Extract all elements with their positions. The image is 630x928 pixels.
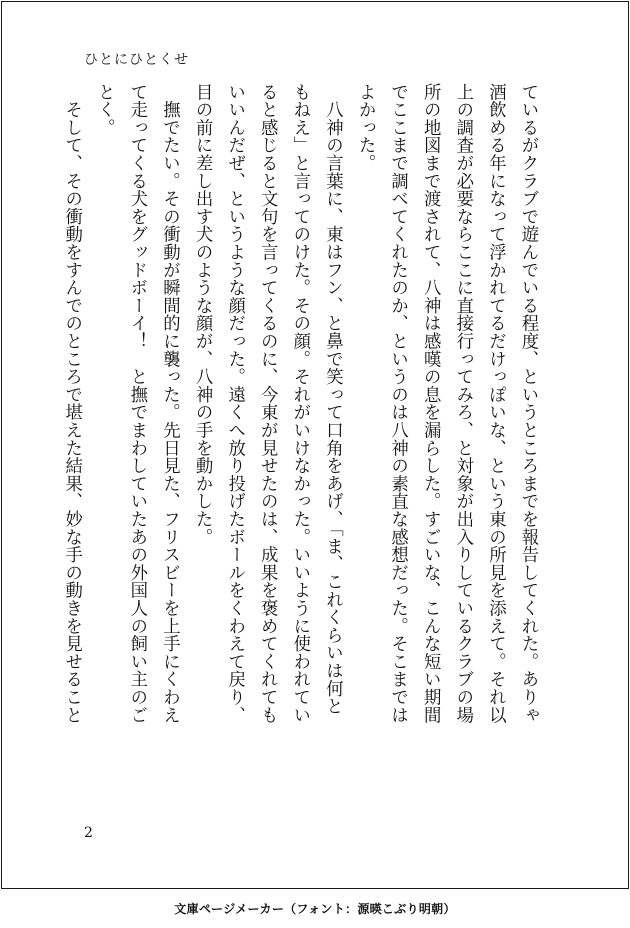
- paragraph-4: そして、その衝動をすんでのところで堪えた結果、妙な手の動きを見せること: [61, 83, 82, 724]
- vertical-body-text: [55, 83, 544, 803]
- page-number: 2: [84, 825, 93, 841]
- book-page: [1, 1, 629, 889]
- footer-credit: 文庫ページメーカー（フォント：源暎こぶり明朝）: [174, 902, 456, 916]
- running-header-title: ひとにひとくせ: [84, 52, 189, 68]
- paragraph-3: 撫でたい。その衝動が瞬間的に襲った。先日見た、フリスビーを上手にくわえ て走ってくる犬をグッドボーイ！ と撫でまわしていたあの外国人の飼い主のご とく。: [94, 83, 180, 724]
- paragraph-2: 八神の言葉に、東はフン、と鼻で笑って口角をあげ、「ま、これくらいは何と もねえ」と言ってのけた。その顔。それがいけなかった。いいように使われてい ると感じると文句を言ってくるのに、今東が見せたのは、成果を褒めてくれても いいんだぜ、というような顔だった。遠くへ放り投げたボールをくわえて戻り、 目の前に差し出す犬のような顔が、八神の手を動かした。: [192, 83, 343, 724]
- paragraph-1: ているがクラブで遊んでいる程度、というところまでを報告してくれた。ありゃ 酒飲める年になって浮かれてるだけっぽいな、という東の所見を添えて。それ以 上の調査が必要ならここに直接行ってみろ、と対象が出入りしているクラブの場 所の地図まで渡されて、八神は感嘆の息を漏らした。すごいな、こんな短い期間 でここまで調べてくれたのか、というのは八神の素直な感想だった。そこまでは よかった。: [355, 83, 538, 724]
